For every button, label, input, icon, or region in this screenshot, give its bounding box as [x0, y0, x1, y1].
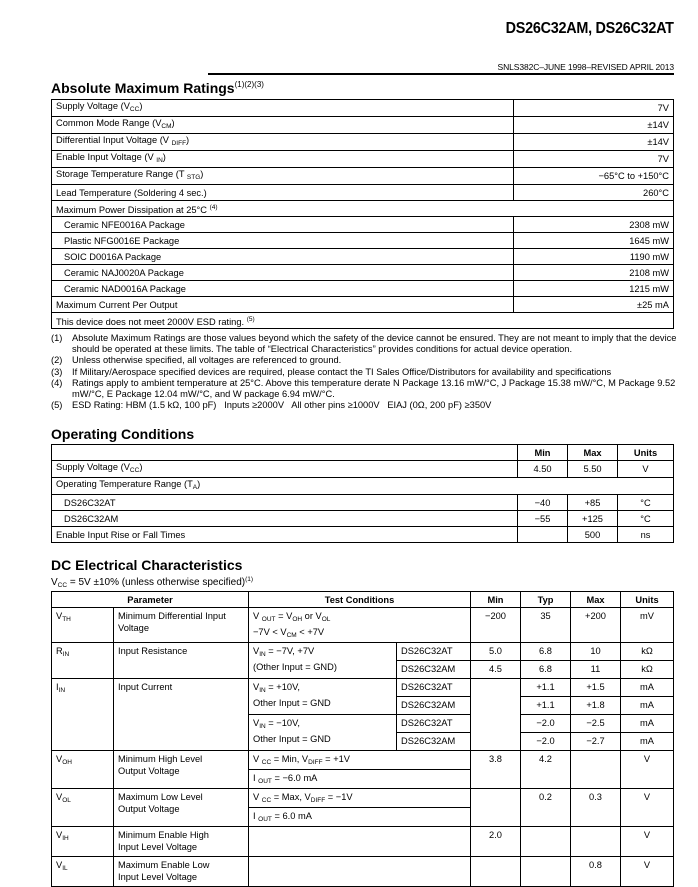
min-value	[471, 857, 521, 887]
rating-label: Ceramic NAD0016A Package	[52, 281, 514, 297]
rating-value: ±14V	[514, 134, 674, 151]
abs-max-row	[52, 217, 674, 233]
min-value: 4.50	[518, 461, 568, 478]
min-value	[471, 789, 521, 827]
units: mA	[621, 697, 674, 715]
max-value: −2.5	[571, 715, 621, 733]
typ-value: +1.1	[521, 679, 571, 697]
footnote-text: If Military/Aerospace specified devices are required, please contact the TI Sales Office/Distributors for availability and specifications	[72, 366, 612, 377]
device: DS26C32AT	[397, 715, 471, 733]
footnote-number: (5)	[51, 400, 63, 411]
document-id: SNLS382C–JUNE 1998–REVISED APRIL 2013	[497, 62, 674, 72]
typ-value	[521, 857, 571, 887]
parameter: Minimum High Level Output Voltage	[114, 751, 249, 789]
min-value	[518, 527, 568, 543]
dc-subtitle: $V_{CC} = 5V \pm 10\%$ (unless otherwise specified)$^{(1)}$	[51, 576, 254, 589]
condition-label: Supply Voltage $(V_{CC})$	[52, 461, 518, 478]
test-condition: $V_{IN} = +10V$, Other Input = GND	[249, 679, 397, 715]
condition-label: DS26C32AT	[52, 495, 518, 511]
units: V	[621, 751, 674, 789]
footnote	[51, 355, 679, 366]
abs-max-row	[52, 168, 674, 185]
footnote-text: Unless otherwise specified, all voltages are referenced to ground.	[72, 355, 342, 366]
footnote	[51, 367, 679, 378]
device: DS26C32AM	[397, 733, 471, 751]
abs-max-row	[52, 134, 674, 151]
symbol: $V_{TH}$	[52, 608, 114, 643]
symbol: $V_{IL}$	[52, 857, 114, 887]
rating-label: SOIC D0016A Package	[52, 249, 514, 265]
symbol: $V_{OH}$	[52, 751, 114, 789]
rating-label: Maximum Current Per Output	[52, 297, 514, 313]
rating-value: 1645 mW	[514, 233, 674, 249]
parameter: Minimum Differential Input Voltage	[114, 608, 249, 643]
col-test-conditions: Test Conditions	[249, 592, 471, 608]
dc-row-vth	[52, 608, 674, 643]
col-min: Min	[518, 445, 568, 461]
abs-max-row	[52, 233, 674, 249]
footnote-ref: (1)(2)(3)	[234, 80, 264, 89]
parameter: Input Resistance	[114, 643, 249, 679]
rating-label: Common Mode Range $(V_{CM})$	[52, 117, 514, 134]
units: V	[621, 789, 674, 827]
rating-label: This device does not meet 2000V ESD rating. $^{(5)}$	[52, 313, 674, 329]
units: mA	[621, 733, 674, 751]
units: kΩ	[621, 643, 674, 661]
max-value: 500	[568, 527, 618, 543]
footnote-ref: (1)	[245, 576, 254, 583]
units: °C	[618, 511, 674, 527]
rating-value: 1190 mW	[514, 249, 674, 265]
symbol: $R_{IN}$	[52, 643, 114, 679]
op-cond-row	[52, 461, 674, 478]
dc-row-iin	[52, 679, 674, 697]
op-cond-row	[52, 527, 674, 543]
parameter: Minimum Enable High Input Level Voltage	[114, 827, 249, 857]
col-max: Max	[568, 445, 618, 461]
typ-value: −2.0	[521, 733, 571, 751]
units: °C	[618, 495, 674, 511]
rating-value: ±14V	[514, 117, 674, 134]
typ-value: −2.0	[521, 715, 571, 733]
units: kΩ	[621, 661, 674, 679]
typ-value: 6.8	[521, 643, 571, 661]
col-units: Units	[618, 445, 674, 461]
abs-max-row	[52, 185, 674, 201]
typ-value: +1.1	[521, 697, 571, 715]
max-value: +1.5	[571, 679, 621, 697]
max-value: +85	[568, 495, 618, 511]
test-condition: I $_{OUT}$ = −6.0 mA	[249, 770, 471, 789]
rating-value: 2308 mW	[514, 217, 674, 233]
test-condition	[249, 827, 471, 857]
op-cond-table	[51, 444, 674, 543]
abs-max-row	[52, 100, 674, 117]
col-parameter: Parameter	[52, 592, 249, 608]
parameter: Maximum Enable Low Input Level Voltage	[114, 857, 249, 887]
abs-max-title: Absolute Maximum Ratings$^{(1)(2)(3)}$	[51, 80, 264, 96]
dc-row-vih	[52, 827, 674, 857]
header-rule	[208, 73, 674, 75]
footnote	[51, 333, 679, 355]
col-min: Min	[471, 592, 521, 608]
units: V	[621, 827, 674, 857]
footnote-number: (1)	[51, 333, 63, 343]
abs-max-row	[52, 297, 674, 313]
rating-label: Ceramic NAJ0020A Package	[52, 265, 514, 281]
symbol: $V_{OL}$	[52, 789, 114, 827]
op-cond-row	[52, 495, 674, 511]
rating-label: Lead Temperature (Soldering 4 sec.)	[52, 185, 514, 201]
max-value: 0.8	[571, 857, 621, 887]
rating-value: 1215 mW	[514, 281, 674, 297]
footnote	[51, 400, 679, 411]
dc-title: DC Electrical Characteristics	[51, 557, 243, 573]
parameter: Maximum Low Level Output Voltage	[114, 789, 249, 827]
abs-max-row	[52, 201, 674, 217]
device: DS26C32AT	[397, 643, 471, 661]
max-value: 5.50	[568, 461, 618, 478]
rating-label: Differential Input Voltage (V $_{DIFF}$)	[52, 134, 514, 151]
footnote-number: (3)	[51, 366, 63, 377]
min-value: 4.5	[471, 661, 521, 679]
abs-max-row	[52, 249, 674, 265]
rating-value: 7V	[514, 151, 674, 168]
dc-row-voh	[52, 751, 674, 770]
rating-label: Enable Input Voltage (V $_{IN}$)	[52, 151, 514, 168]
rating-label: Plastic NFG0016E Package	[52, 233, 514, 249]
abs-max-row	[52, 265, 674, 281]
units: V	[621, 857, 674, 887]
min-value	[471, 679, 521, 751]
symbol: $V_{IH}$	[52, 827, 114, 857]
units: ns	[618, 527, 674, 543]
abs-max-row	[52, 281, 674, 297]
dc-table	[51, 591, 674, 887]
rating-label: Storage Temperature Range (T $_{STG}$)	[52, 168, 514, 185]
op-cond-row	[52, 511, 674, 527]
max-value: +1.8	[571, 697, 621, 715]
dc-row-vol	[52, 789, 674, 808]
min-value: −40	[518, 495, 568, 511]
test-condition: I $_{OUT}$ = 6.0 mA	[249, 808, 471, 827]
test-condition: V $_{CC}$ = Max, $V_{DIFF} = -1V$	[249, 789, 471, 808]
symbol: $I_{IN}$	[52, 679, 114, 751]
condition-label: Operating Temperature Range $(T_A)$	[52, 478, 674, 495]
units: mA	[621, 715, 674, 733]
min-value: −200	[471, 608, 521, 643]
abs-max-row	[52, 117, 674, 134]
dc-row-rin	[52, 643, 674, 661]
rating-value: 260°C	[514, 185, 674, 201]
rating-label: Supply Voltage $(V_{CC})$	[52, 100, 514, 117]
header-row	[52, 445, 674, 461]
op-cond-row	[52, 478, 674, 495]
max-value	[571, 827, 621, 857]
max-value: 10	[571, 643, 621, 661]
parameter: Input Current	[114, 679, 249, 751]
dc-row-vil	[52, 857, 674, 887]
op-cond-title: Operating Conditions	[51, 426, 195, 442]
condition-label: Enable Input Rise or Fall Times	[52, 527, 518, 543]
max-value: +125	[568, 511, 618, 527]
max-value: 0.3	[571, 789, 621, 827]
abs-max-table	[51, 99, 674, 329]
min-value: 5.0	[471, 643, 521, 661]
typ-value: 4.2	[521, 751, 571, 789]
units: mV	[621, 608, 674, 643]
units: V	[618, 461, 674, 478]
min-value: 3.8	[471, 751, 521, 789]
abs-max-row	[52, 313, 674, 329]
footnote-text: Absolute Maximum Ratings are those values beyond which the safety of the device cannot be ensured. They are not meant to imply that the device should be operated at these limits. The table of “Electrical Characteristics” provides conditions for actual device operation.	[72, 333, 680, 355]
footnote-number: (2)	[51, 355, 63, 366]
device: DS26C32AM	[397, 661, 471, 679]
units: mA	[621, 679, 674, 697]
test-condition: $V_{IN} = -7V$, +7V (Other Input = GND)	[249, 643, 397, 679]
test-condition: $V_{IN} = -10V$, Other Input = GND	[249, 715, 397, 751]
typ-value: 6.8	[521, 661, 571, 679]
footnote-text: ESD Rating: HBM (1.5 kΩ, 100 pF) Inputs ≥2000V All other pins ≥1000V EIAJ (0Ω, 200 pF) ≥350V	[72, 400, 492, 411]
abs-max-row	[52, 151, 674, 168]
rating-label: Maximum Power Dissipation at 25°C $^{(4)}$	[52, 201, 674, 217]
test-condition	[249, 857, 471, 887]
rating-value: 2108 mW	[514, 265, 674, 281]
col-units: Units	[621, 592, 674, 608]
footnotes	[51, 333, 679, 411]
footnote	[51, 378, 679, 400]
rating-label: Ceramic NFE0016A Package	[52, 217, 514, 233]
rating-value: −65°C to +150°C	[514, 168, 674, 185]
rating-value: 7V	[514, 100, 674, 117]
header-row	[52, 592, 674, 608]
test-condition: V $_{OUT} = V_{OH}$ or $V_{OL}$ $-7V < V_{CM} < +7V$	[249, 608, 471, 643]
device: DS26C32AT	[397, 679, 471, 697]
document-title: DS26C32AM, DS26C32AT	[505, 20, 674, 37]
typ-value: 35	[521, 608, 571, 643]
condition-label: DS26C32AM	[52, 511, 518, 527]
col-typ: Typ	[521, 592, 571, 608]
test-condition: V $_{CC}$ = Min, $V_{DIFF} = +1V$	[249, 751, 471, 770]
footnote-text: Ratings apply to ambient temperature at 25°C. Above this temperature derate N Package 13.16 mW/°C, J Package 15.38 mW/°C, M Package 9.52 mW/°C, E Package 12.04 mW/°C, and W package 6.94 mW/°C.	[72, 377, 678, 400]
typ-value	[521, 827, 571, 857]
rating-value: ±25 mA	[514, 297, 674, 313]
col-max: Max	[571, 592, 621, 608]
min-value: −55	[518, 511, 568, 527]
min-value: 2.0	[471, 827, 521, 857]
footnote-number: (4)	[51, 377, 63, 388]
device: DS26C32AM	[397, 697, 471, 715]
max-value	[571, 751, 621, 789]
max-value: +200	[571, 608, 621, 643]
typ-value: 0.2	[521, 789, 571, 827]
max-value: 11	[571, 661, 621, 679]
max-value: −2.7	[571, 733, 621, 751]
